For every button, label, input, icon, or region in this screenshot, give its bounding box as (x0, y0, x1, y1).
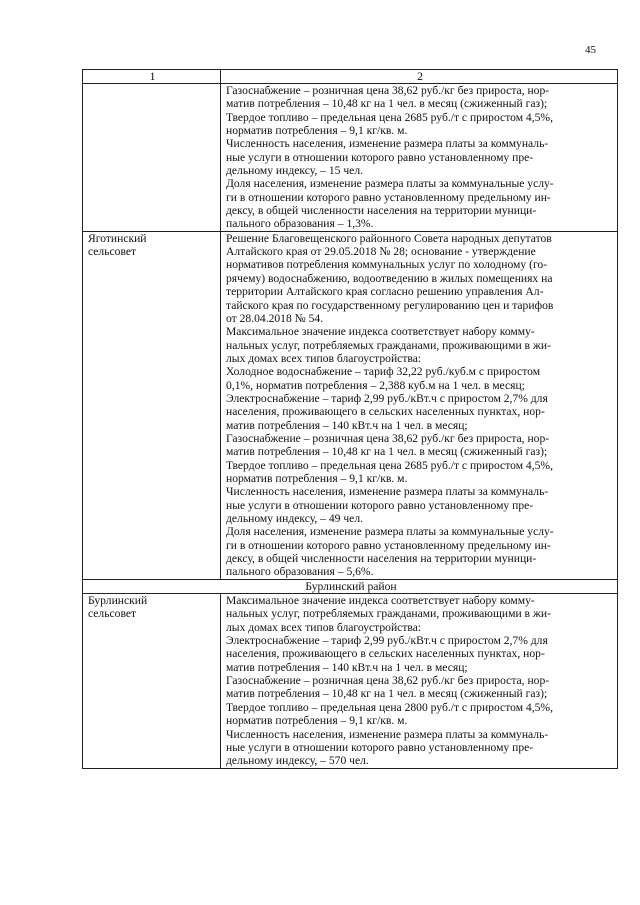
description-line: матив потребления – 10,48 кг на 1 чел. в месяц (сжиженный газ); (226, 445, 548, 459)
description-line: норматив потребления – 9,1 кг/кв. м. (226, 124, 408, 138)
description-line: дельному индексу, – 49 чел. (226, 512, 364, 525)
description-line: норматив потребления – 9,1 кг/кв. м. (226, 714, 408, 728)
description-line: Численность населения, изменение размера платы за коммуналь- (226, 727, 549, 741)
description-line: ги в отношении которого равно установленному предельному ин- (226, 538, 551, 552)
column-header-1: 1 (83, 70, 221, 84)
description-line: Твердое топливо – предельная цена 2685 руб./т с приростом 4,5%, (226, 110, 553, 124)
table-row (83, 231, 618, 579)
description-line: пального образования – 1,3%. (226, 217, 374, 231)
tariff-description (221, 594, 618, 768)
description-line: нормативов потребления коммунальных услуг по холодному (го- (226, 258, 548, 272)
description-line: нальных услуг, потребляемых гражданами, проживающими в жи- (226, 338, 551, 352)
tariff-description (221, 231, 618, 579)
description-line: пального образования – 5,6%. (226, 565, 374, 579)
description-line: ные услуги в отношении которого равно установленному пре- (226, 740, 534, 754)
description-line: нальных услуг, потребляемых гражданами, проживающими в жи- (226, 607, 551, 621)
description-line: Максимальное значение индекса соответствует набору комму- (226, 325, 535, 339)
description-line: матив потребления – 140 кВт.ч на 1 чел. в месяц; (226, 660, 468, 674)
description-line: Твердое топливо – предельная цена 2800 руб./т с приростом 4,5%, (226, 700, 553, 714)
table-header-row (83, 70, 618, 84)
description-line: Холодное водоснабжение – тариф 32,22 руб./куб.м с приростом (226, 365, 541, 379)
page-number: 45 (585, 44, 596, 56)
description-line: Решение Благовещенского районного Совета народных депутатов (226, 231, 552, 245)
description-line: ные услуги в отношении которого равно установленному пре- (226, 150, 534, 164)
description-line: матив потребления – 10,48 кг на 1 чел. в месяц (сжиженный газ); (226, 97, 548, 111)
description-line: Численность населения, изменение размера платы за коммуналь- (226, 137, 549, 151)
description-line: населения, проживающего в сельских населенных пунктах, нор- (226, 405, 545, 419)
table-body (83, 84, 618, 769)
description-line: тайского края по государственному регулированию цен и тарифов (226, 298, 554, 312)
municipality-name-line: сельсовет (88, 245, 137, 259)
description-line: Газоснабжение – розничная цена 38,62 руб./кг без прироста, нор- (226, 84, 550, 97)
description-line: дексу, в общей численности населения на территории муници- (226, 204, 537, 218)
description-line: Алтайского края от 29.05.2018 № 28; основание - утверждение (226, 245, 536, 259)
description-line: матив потребления – 10,48 кг на 1 чел. в месяц (сжиженный газ); (226, 687, 548, 701)
description-line: Максимальное значение индекса соответствует набору комму- (226, 594, 535, 608)
description-line: Доля населения, изменение размера платы за коммунальные услу- (226, 525, 554, 539)
description-line: ные услуги в отношении которого равно установленному пре- (226, 498, 534, 512)
description-line: норматив потребления – 9,1 кг/кв. м. (226, 471, 408, 485)
description-line: территории Алтайского края согласно решению управления Ал- (226, 285, 544, 299)
description-line: рячему) водоснабжению, водоотведению в жилых помещениях на (226, 271, 553, 285)
municipality-name-line: Бурлинский (88, 594, 148, 608)
tariff-description (221, 84, 618, 232)
description-line: населения, проживающего в сельских населенных пунктах, нор- (226, 647, 545, 661)
description-line: 0,1%, норматив потребления – 2,388 куб.м на 1 чел. в месяц; (226, 378, 525, 392)
description-line: ги в отношении которого равно установленному предельному ин- (226, 190, 551, 204)
description-line: лых домах всех типов благоустройства: (226, 351, 422, 365)
description-line: Газоснабжение – розничная цена 38,62 руб./кг без прироста, нор- (226, 674, 550, 688)
municipality-name (83, 231, 221, 579)
table-row (83, 84, 618, 232)
description-line: дексу, в общей численности населения на территории муници- (226, 552, 537, 566)
region-title: Бурлинский район (83, 579, 618, 593)
municipality-name-line: Яготинский (88, 231, 147, 245)
municipality-name (83, 84, 221, 232)
description-line: лых домах всех типов благоустройства: (226, 620, 422, 634)
municipality-name-line: сельсовет (88, 607, 137, 621)
tariff-table (82, 69, 618, 769)
column-header-2: 2 (221, 70, 618, 84)
municipality-name (83, 594, 221, 768)
region-row (83, 579, 618, 593)
description-line: Электроснабжение – тариф 2,99 руб./кВт.ч с приростом 2,7% для (226, 391, 548, 405)
description-line: матив потребления – 140 кВт.ч на 1 чел. в месяц; (226, 418, 468, 432)
description-line: Численность населения, изменение размера платы за коммуналь- (226, 485, 549, 499)
description-line: Доля населения, изменение размера платы за коммунальные услу- (226, 177, 554, 191)
description-line: дельному индексу, – 15 чел. (226, 164, 364, 178)
description-line: от 28.04.2018 № 54. (226, 311, 324, 325)
description-line: Электроснабжение – тариф 2,99 руб./кВт.ч с приростом 2,7% для (226, 634, 548, 648)
description-line: Твердое топливо – предельная цена 2685 руб./т с приростом 4,5%, (226, 458, 553, 472)
table-row (83, 594, 618, 768)
description-line: дельному индексу, – 570 чел. (226, 754, 369, 768)
description-line: Газоснабжение – розничная цена 38,62 руб./кг без прироста, нор- (226, 431, 550, 445)
